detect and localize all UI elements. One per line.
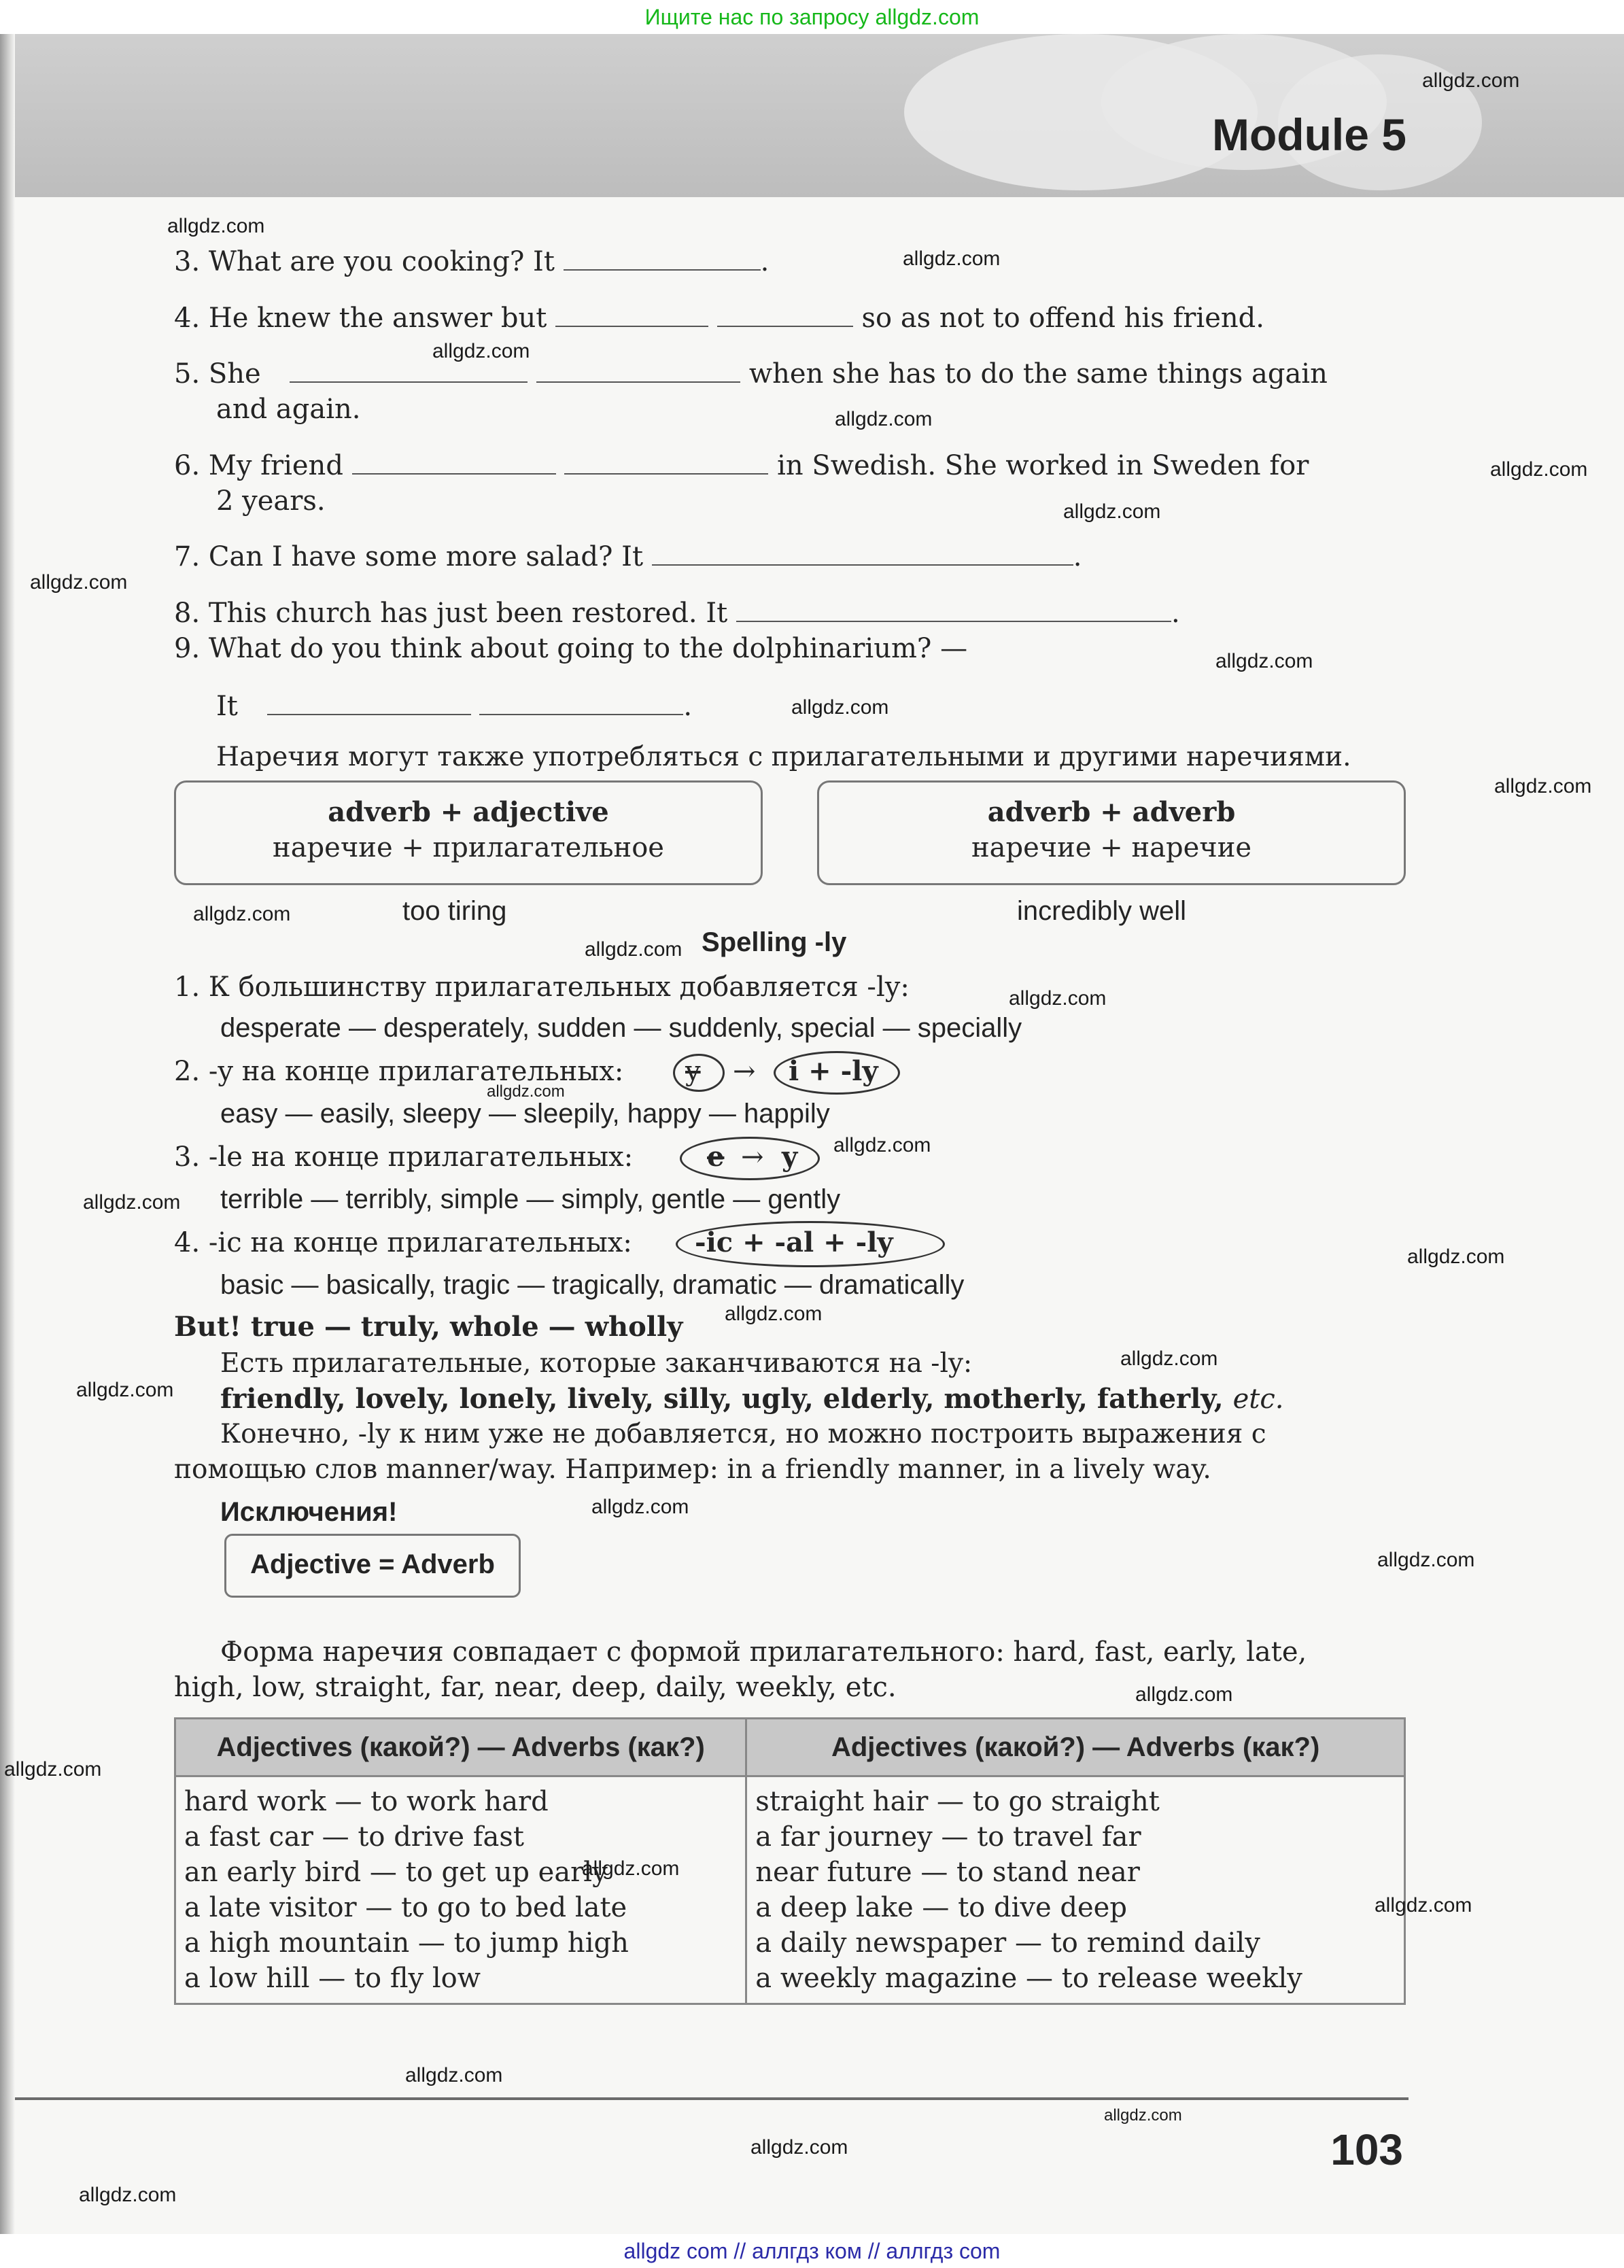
watermark: allgdz.com (835, 408, 933, 430)
box-title: adverb + adjective (328, 796, 609, 828)
table-entry: a fast car — to drive fast (184, 1821, 524, 1853)
module-title: Module 5 (1211, 109, 1406, 160)
watermark: allgdz.com (585, 938, 683, 961)
watermark: allgdz.com (1104, 2106, 1182, 2125)
watermark: allgdz.com (76, 1379, 174, 1401)
watermark: allgdz.com (1120, 1347, 1218, 1370)
watermark: allgdz.com (1494, 775, 1592, 797)
exercise-item-6 (174, 448, 1309, 483)
watermark: allgdz.com (903, 247, 1001, 270)
table-entry: an early bird — to get up early (184, 1857, 608, 1888)
item-tail: . (1171, 598, 1180, 629)
answer-blank[interactable] (290, 361, 528, 383)
item-number: 4. (174, 303, 201, 334)
page-number: 103 (1330, 2125, 1403, 2174)
table-entry: a high mountain — to jump high (184, 1927, 629, 1959)
ly-note-line-1: Конечно, -ly к ним уже не добавляется, но можно построить выражения с (220, 1419, 1266, 1449)
spelling-rule-3-examples: terrible — terribly, simple — simply, gentle — gently (220, 1184, 841, 1214)
item-text: This church has just been restored. It (208, 598, 728, 629)
spelling-rule-4 (174, 1225, 632, 1260)
watermark: allgdz.com (1135, 1683, 1233, 1706)
page-edge-shadow (0, 34, 15, 2234)
crossed-letter: e (707, 1141, 725, 1173)
exercise-item-5-continued: and again. (216, 394, 361, 425)
spelling-heading: Spelling -ly (702, 927, 847, 957)
watermark: allgdz.com (833, 1134, 931, 1156)
ly-adjectives-list (220, 1381, 1283, 1417)
rule-text: -ic на конце прилагательных: (208, 1227, 632, 1258)
ly-adjectives-intro: Есть прилагательные, которые заканчиваются на -ly: (220, 1348, 973, 1379)
table-entry: a late visitor — to go to bed late (184, 1892, 627, 1923)
watermark: allgdz.com (1375, 1894, 1472, 1917)
item-tail: . (1073, 541, 1082, 572)
item-text: Can I have some more salad? It (208, 541, 644, 572)
arrow-icon: → (733, 1056, 756, 1087)
table-entry: straight hair — to go straight (755, 1786, 1160, 1817)
table-entry: hard work — to work hard (184, 1786, 549, 1817)
crossed-letter: y (685, 1056, 701, 1087)
watermark: allgdz.com (725, 1303, 823, 1325)
table-entry: a far journey — to travel far (755, 1821, 1141, 1853)
top-site-banner: Ищите нас по запросу allgdz.com (0, 0, 1624, 34)
watermark: allgdz.com (487, 1082, 565, 1101)
watermark: allgdz.com (1490, 458, 1588, 481)
table-entry: near future — to stand near (755, 1857, 1140, 1888)
spelling-exception: But! true — truly, whole — wholly (174, 1311, 683, 1343)
watermark: allgdz.com (791, 696, 889, 719)
exercise-item-3 (174, 244, 769, 279)
table-entry: a low hill — to fly low (184, 1963, 481, 1994)
item-tail: so as not to offend his friend. (861, 303, 1264, 334)
item-number: 5. (174, 358, 201, 390)
answer-blank[interactable] (352, 453, 556, 475)
answer-blank[interactable] (652, 544, 1073, 566)
watermark: allgdz.com (79, 2184, 177, 2206)
rule-number: 1. (174, 972, 201, 1003)
table-entry: a deep lake — to dive deep (755, 1892, 1127, 1923)
watermark: allgdz.com (4, 1758, 102, 1781)
box-subtitle: наречие + прилагательное (273, 832, 664, 863)
answer-blank[interactable] (717, 305, 853, 327)
exceptions-heading: Исключения! (220, 1497, 398, 1527)
table-row (175, 1776, 1405, 2004)
exercise-item-7 (174, 539, 1082, 574)
spelling-rule-1 (174, 969, 910, 1005)
spelling-rule-1-examples: desperate — desperately, sudden — suddenly, special — specially (220, 1013, 1022, 1043)
answer-blank[interactable] (536, 361, 740, 383)
answer-blank[interactable] (555, 305, 708, 327)
watermark: allgdz.com (1377, 1549, 1475, 1571)
item-number: 8. (174, 598, 201, 629)
exercise-item-6-continued: 2 years. (216, 485, 326, 517)
answer-blank[interactable] (736, 600, 1171, 622)
watermark: allgdz.com (405, 2064, 503, 2086)
rule-text: К большинству прилагательных добавляется -ly: (208, 972, 910, 1003)
table-entry: a daily newspaper — to remind daily (755, 1927, 1260, 1959)
answer-blank[interactable] (564, 249, 761, 271)
watermark: allgdz.com (750, 2136, 848, 2159)
table-header-left: Adjectives (какой?) — Adverbs (как?) (175, 1719, 746, 1776)
footer-rule (15, 2097, 1409, 2100)
item-text: She (208, 358, 261, 390)
watermark: allgdz.com (1215, 650, 1313, 672)
exercise-item-8 (174, 596, 1180, 631)
rule-text: -le на конце прилагательных: (208, 1141, 634, 1173)
watermark: allgdz.com (1407, 1245, 1505, 1268)
item-number: 6. (174, 450, 201, 481)
item-number: 7. (174, 541, 201, 572)
table-cell-right (746, 1776, 1405, 2004)
suffix-text: -ic + -al + -ly (695, 1226, 893, 1258)
watermark: allgdz.com (193, 903, 291, 925)
table-header-row (175, 1719, 1405, 1776)
etc-text: etc. (1232, 1384, 1284, 1415)
watermark: allgdz.com (1009, 987, 1107, 1010)
watermark: allgdz.com (167, 215, 265, 237)
ly-note-line-2: помощью слов manner/way. Например: in a friendly manner, in a lively way. (174, 1454, 1211, 1485)
rule-intro: Наречия могут также употребляться с прилагательными и другими наречиями. (216, 742, 1351, 772)
item-tail: . (683, 691, 693, 722)
answer-blank[interactable] (267, 693, 471, 715)
exercise-item-4 (174, 300, 1264, 336)
bottom-site-banner: allgdz com // аллгдз ком // аллгдз com (0, 2234, 1624, 2268)
exercise-item-9 (174, 631, 967, 666)
item-text: He knew the answer but (208, 303, 547, 334)
spelling-rule-4-examples: basic — basically, tragic — tragically, dramatic — dramatically (220, 1270, 965, 1300)
answer-blank[interactable] (479, 693, 683, 715)
adverb-adjective-box (174, 780, 763, 885)
box-subtitle: наречие + наречие (971, 832, 1252, 863)
adjective-adverb-table (174, 1717, 1406, 2005)
watermark: allgdz.com (83, 1191, 181, 1214)
spelling-rule-2-examples: easy — easily, sleepy — sleepily, happy — happily (220, 1099, 830, 1129)
arrow-icon: → (741, 1141, 764, 1173)
box-text: Adjective = Adverb (250, 1549, 495, 1579)
adverb-adverb-box (817, 780, 1406, 885)
item-text: What do you think about going to the dolphinarium? — (208, 633, 968, 664)
answer-blank[interactable] (564, 453, 768, 475)
watermark: allgdz.com (1063, 500, 1161, 523)
replacement-text: i + -ly (789, 1055, 878, 1087)
item-number: 3. (174, 246, 201, 277)
item-tail: when she has to do the same things again (748, 358, 1328, 390)
ly-list-text: friendly, lovely, lonely, lively, silly, ugly, elderly, motherly, fatherly, (220, 1383, 1224, 1415)
exceptions-text-1: Форма наречия совпадает с формой прилагательного: hard, fast, early, late, (220, 1636, 1307, 1668)
rule-number: 4. (174, 1227, 201, 1258)
watermark: allgdz.com (582, 1857, 680, 1880)
exercise-item-5 (174, 356, 1328, 392)
item-tail: in Swedish. She worked in Sweden for (777, 450, 1309, 481)
rule-text: -y на конце прилагательных: (208, 1056, 624, 1087)
watermark: allgdz.com (591, 1496, 689, 1518)
replacement-text: y (782, 1141, 798, 1173)
item-tail: . (760, 246, 770, 277)
exercise-item-9-continued (216, 689, 692, 724)
box-title: adverb + adverb (987, 796, 1236, 828)
adjective-equals-adverb-box (224, 1534, 521, 1598)
item-tail: It (216, 691, 238, 722)
adverb-adverb-example: incredibly well (1017, 896, 1186, 926)
table-cell-left (175, 1776, 746, 2004)
adverb-adjective-example: too tiring (402, 896, 507, 926)
item-number: 9. (174, 633, 201, 664)
table-entry: a weekly magazine — to release weekly (755, 1963, 1302, 1994)
item-text: What are you cooking? It (208, 246, 555, 277)
table-header-right: Adjectives (какой?) — Adverbs (как?) (746, 1719, 1405, 1776)
exceptions-text-2: high, low, straight, far, near, deep, daily, weekly, etc. (174, 1672, 897, 1703)
spelling-rule-3 (174, 1139, 633, 1175)
rule-number: 3. (174, 1141, 201, 1173)
watermark: allgdz.com (432, 340, 530, 362)
show-through-text (1156, 235, 1162, 267)
watermark: allgdz.com (1422, 69, 1520, 92)
rule-number: 2. (174, 1056, 201, 1087)
item-text: My friend (208, 450, 343, 481)
watermark: allgdz.com (30, 571, 128, 594)
